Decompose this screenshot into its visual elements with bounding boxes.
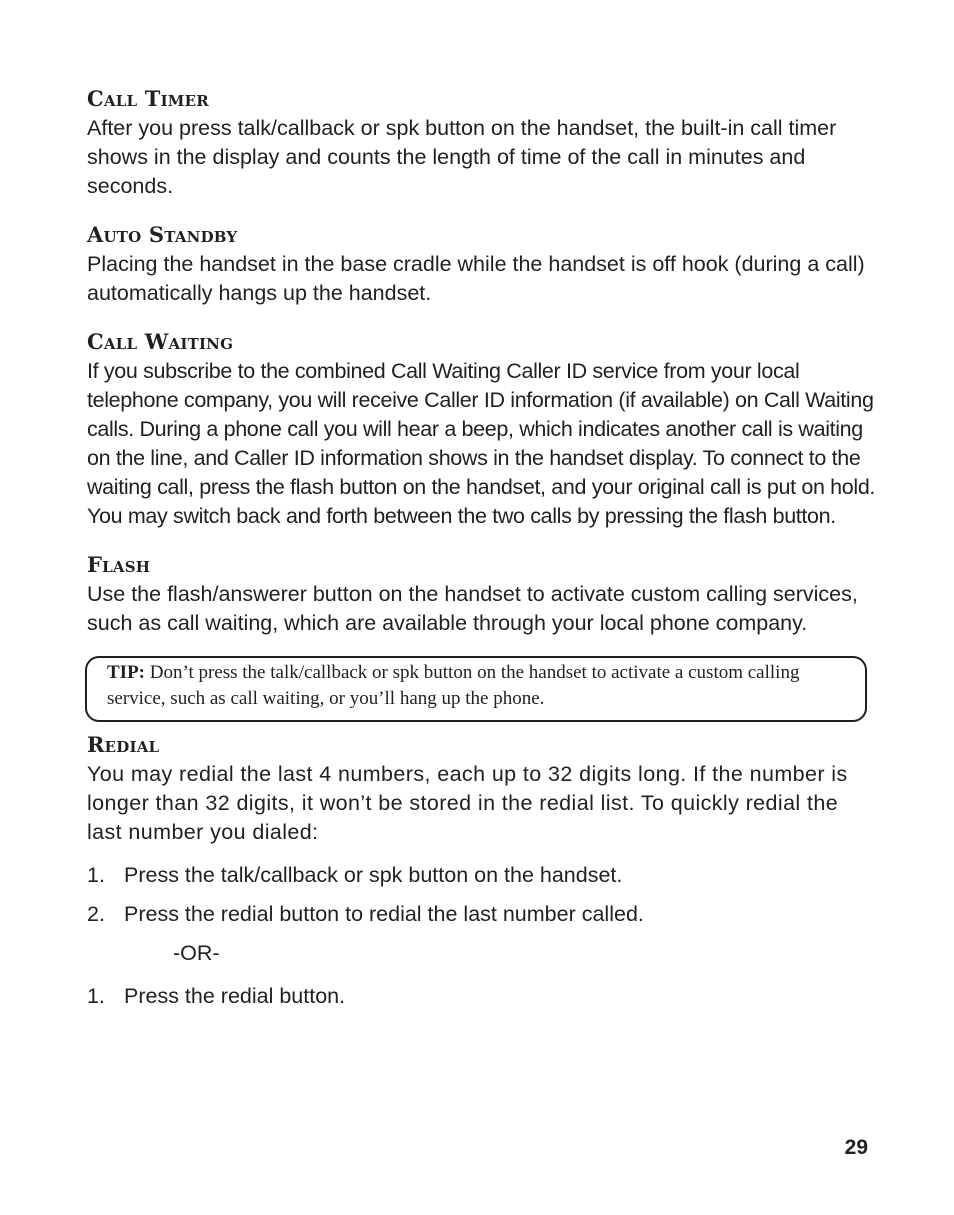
heading-auto-standby: Auto Standby	[87, 222, 238, 247]
step-text: Press the redial button.	[124, 984, 346, 1008]
step-item	[87, 861, 877, 890]
heading-call-timer: Call Timer	[87, 86, 209, 111]
step-number: 1.	[87, 863, 105, 887]
page-number: 29	[844, 1136, 868, 1159]
step-number: 1.	[87, 984, 105, 1008]
heading-flash: Flash	[87, 552, 151, 577]
redial-steps	[87, 861, 877, 1011]
heading-redial: Redial	[87, 732, 160, 757]
or-separator: -OR-	[173, 941, 220, 965]
body-call-timer: After you press talk/callback or spk button on the handset, the built-in call timer shows in the display and counts the length of time of the call in minutes and seconds.	[87, 116, 837, 198]
manual-page	[87, 84, 877, 1021]
step-item	[87, 982, 877, 1011]
step-text: Press the redial button to redial the last number called.	[124, 902, 644, 926]
section-auto-standby	[87, 220, 877, 308]
step-item	[87, 900, 877, 929]
body-auto-standby: Placing the handset in the base cradle while the handset is off hook (during a call) automatically hangs up the handset.	[87, 252, 865, 305]
step-number: 2.	[87, 902, 105, 926]
section-redial	[87, 730, 877, 1011]
body-call-waiting: If you subscribe to the combined Call Waiting Caller ID service from your local telephone company, you will receive Caller ID information (if available) on Call Waiting calls. During a phone call you will hear a beep, which indicates another call is waiting on the line, and Caller ID information shows in the handset display. To connect to the waiting call, press the flash button on the handset, and your original call is put on hold. You may switch back and forth between the two calls by pressing the flash button.	[87, 359, 876, 528]
heading-call-waiting: Call Waiting	[87, 329, 234, 354]
tip-text: Don’t press the talk/callback or spk button on the handset to activate a custom calling service, such as call waiting, or you’ll hang up the phone.	[107, 662, 800, 709]
section-call-timer	[87, 84, 877, 201]
tip-box	[85, 656, 867, 722]
step-text: Press the talk/callback or spk button on the handset.	[124, 863, 623, 887]
tip-label: TIP:	[107, 662, 145, 683]
body-flash: Use the flash/answerer button on the handset to activate custom calling services, such as call waiting, which are available through your local phone company.	[87, 582, 858, 635]
section-flash	[87, 550, 877, 638]
body-redial: You may redial the last 4 numbers, each up to 32 digits long. If the number is longer than 32 digits, it won’t be stored in the redial list. To quickly redial the last number you dialed:	[87, 762, 848, 844]
section-call-waiting	[87, 327, 877, 531]
